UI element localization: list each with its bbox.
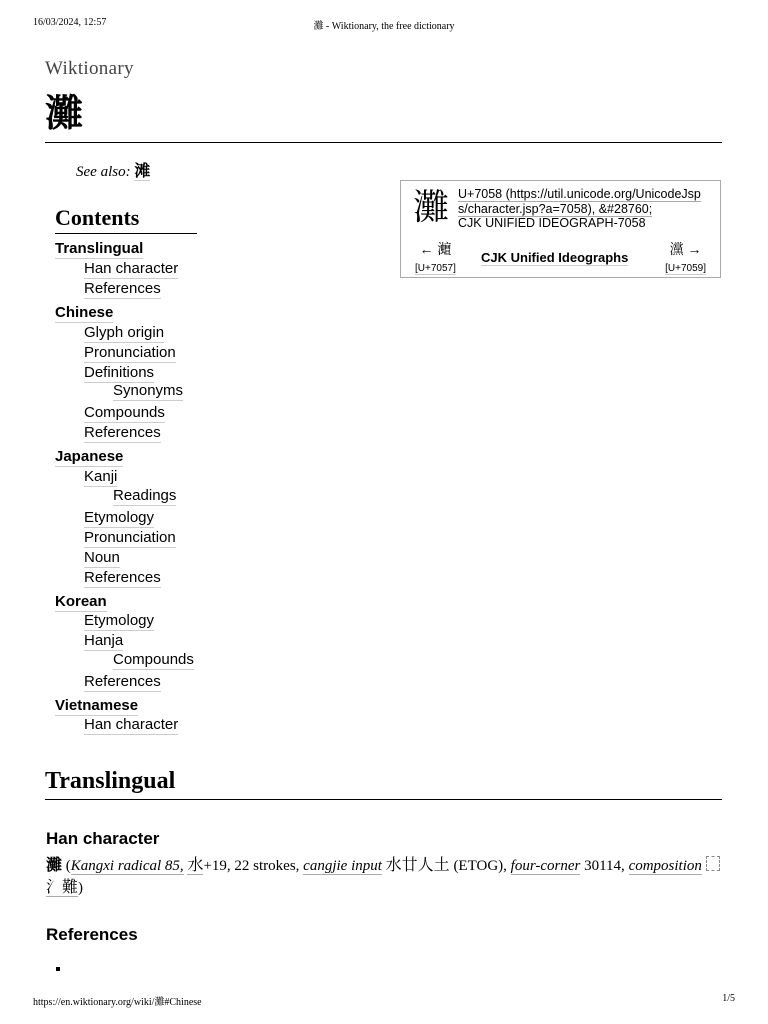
toc-item[interactable]: Translingual (55, 240, 144, 257)
paren-open: ( (65, 858, 71, 874)
infobox-codepoint (458, 187, 714, 231)
infobox-char: 灘 (413, 186, 450, 227)
toc-item[interactable]: Definitions (84, 364, 155, 381)
prev-code[interactable]: [U+7057] (415, 263, 456, 274)
missing-glyph-icon (706, 856, 720, 871)
unicode-infobox (400, 180, 721, 278)
toc-item[interactable]: Kanji (84, 468, 118, 485)
print-pages: 1/5 (722, 993, 735, 1004)
codepoint-name: CJK UNIFIED IDEOGRAPH-7058 (458, 216, 646, 230)
list-bullet (56, 967, 60, 971)
prev-char[interactable]: ← 灗 (419, 241, 452, 257)
four-corner-link[interactable]: four-corner (510, 858, 581, 874)
toc-item[interactable]: Vietnamese (55, 697, 139, 714)
cangjie-code: (ETOG), (453, 858, 507, 874)
codepoint-link-1[interactable]: U+7058 (https://util.unicode.org/UnicodeJsp (458, 187, 701, 201)
page-title (45, 90, 722, 143)
toc-item[interactable]: Compounds (113, 651, 194, 668)
toc-item[interactable]: Compounds (84, 404, 165, 421)
toc-item[interactable]: Pronunciation (84, 344, 176, 361)
next-code[interactable]: [U+7059] (665, 263, 706, 274)
han-char: 灘 (46, 857, 63, 874)
four-corner-code: 30114, (584, 858, 625, 874)
toc-item[interactable]: Pronunciation (84, 529, 176, 546)
see-also-label: See also: (76, 164, 131, 180)
paren-close: ) (78, 880, 84, 896)
codepoint-link-2[interactable]: s/character.jsp?a=7058), &#28760; (458, 201, 653, 216)
toc-item[interactable]: References (84, 673, 161, 690)
cangjie-chars: 水廿人土 (385, 857, 450, 874)
page-title-text: 灘 (45, 93, 84, 135)
toc-item[interactable]: Japanese (55, 448, 124, 465)
toc-item[interactable]: References (84, 569, 161, 586)
section-han-character: Han character (46, 829, 160, 848)
next-char[interactable]: 灙 → (669, 241, 702, 257)
radical-link[interactable]: Kangxi radical 85, (70, 858, 184, 874)
toc-item[interactable]: References (84, 280, 161, 297)
composition-chars[interactable]: 氵難 (46, 879, 79, 896)
toc-item[interactable]: Readings (113, 487, 177, 504)
han-character-info (46, 855, 726, 899)
see-also-link[interactable]: 滩 (134, 163, 151, 180)
toc-title: Contents (55, 205, 197, 234)
print-title: 灘 - Wiktionary, the free dictionary (313, 21, 455, 32)
block-link[interactable]: CJK Unified Ideographs (481, 250, 629, 265)
toc-item[interactable]: Noun (84, 549, 120, 566)
toc-item[interactable]: Chinese (55, 304, 114, 321)
toc-item[interactable]: Synonyms (113, 382, 184, 399)
toc-item[interactable]: Korean (55, 593, 107, 610)
print-date: 16/03/2024, 12:57 (33, 17, 107, 28)
toc-item[interactable]: Han character (84, 260, 179, 277)
table-of-contents (55, 205, 255, 733)
see-also (76, 158, 150, 181)
toc-item[interactable]: Etymology (84, 612, 155, 629)
strokes: +19, 22 strokes, (203, 858, 300, 874)
site-name[interactable]: Wiktionary (45, 58, 134, 79)
toc-item[interactable]: Han character (84, 716, 179, 733)
prev-char-link[interactable] (415, 241, 456, 276)
section-translingual: Translingual (45, 768, 722, 800)
cangjie-link[interactable]: cangjie input (303, 858, 382, 874)
section-references: References (46, 925, 138, 944)
composition-link[interactable]: composition (628, 858, 702, 874)
toc-item[interactable]: Glyph origin (84, 324, 165, 341)
print-url: https://en.wiktionary.org/wiki/灘#Chinese (33, 997, 202, 1008)
next-char-link[interactable] (665, 241, 706, 276)
toc-item[interactable]: Hanja (84, 632, 124, 649)
radical-char-link[interactable]: 水 (187, 857, 204, 874)
toc-item[interactable]: Etymology (84, 509, 155, 526)
toc-item[interactable]: References (84, 424, 161, 441)
